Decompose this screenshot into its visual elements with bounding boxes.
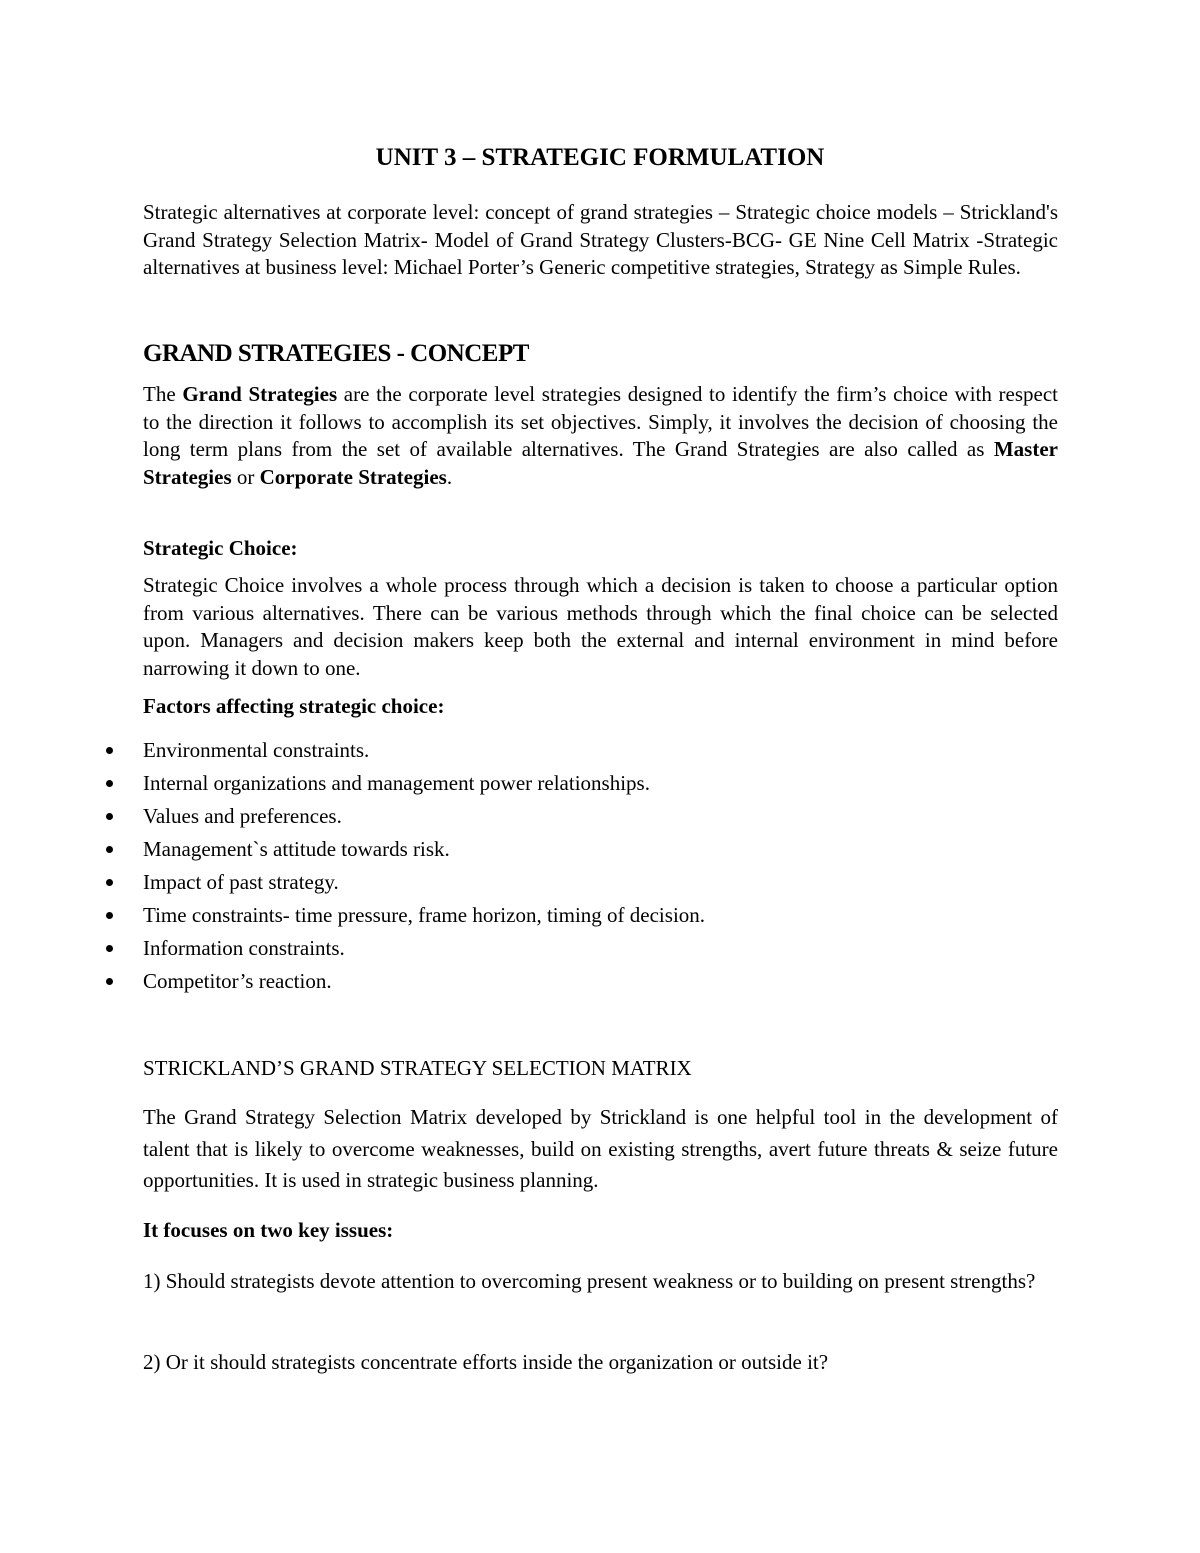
list-item-text: Values and preferences. <box>143 804 342 828</box>
list-item <box>104 869 1004 902</box>
bullet-icon <box>106 912 113 919</box>
bullet-icon <box>106 978 113 985</box>
bullet-icon <box>106 945 113 952</box>
list-item-text: Impact of past strategy. <box>143 870 339 894</box>
list-item <box>104 935 1004 968</box>
bullet-icon <box>106 780 113 787</box>
focus-heading: It focuses on two key issues: <box>143 1218 394 1242</box>
syllabus-paragraph: Strategic alternatives at corporate level: concept of grand strategies – Strategic choice models – Strickland's Grand Strategy Selection Matrix- Model of Grand Strategy Clusters-BCG- GE Nine Cell Matrix -Strategic alternatives at business level: Michael Porter’s Generic competitive strategies, Strategy as Simple Rules. <box>143 200 1058 279</box>
list-item <box>104 902 1004 935</box>
bullet-icon <box>106 846 113 853</box>
gs-text-mid: are the corporate level strategies designed to identify the firm’s choice with respect to the direction it follows to accomplish its set objectives. Simply, it involves the decision of choosing the long term plans from the set of available alternatives. The Grand Strategies are also called as <box>143 382 1059 461</box>
strategic-choice-paragraph: Strategic Choice involves a whole process through which a decision is taken to choose a particular option from various alternatives. There can be various methods through which the final choice can be selected upon. Managers and decision makers keep both the external and internal environment in mind before narrowing it down to one. <box>143 573 1058 680</box>
strickland-heading: STRICKLAND’S GRAND STRATEGY SELECTION MATRIX <box>143 1056 692 1080</box>
gs-text-or: or <box>236 464 255 489</box>
factors-heading: Factors affecting strategic choice: <box>143 694 445 718</box>
gs-text-intro: The <box>143 382 176 406</box>
gs-bold-corporate-strategies: Corporate Strategies <box>259 464 447 489</box>
list-item <box>104 803 1004 836</box>
list-item-text: Internal organizations and management power relationships. <box>143 771 650 795</box>
list-item <box>104 770 1004 803</box>
bullet-icon <box>106 813 113 820</box>
grand-strategies-heading: GRAND STRATEGIES - CONCEPT <box>143 340 529 367</box>
bullet-icon <box>106 879 113 886</box>
list-item-text: Time constraints- time pressure, frame horizon, timing of decision. <box>143 903 706 927</box>
list-item <box>104 836 1004 869</box>
bullet-icon <box>106 747 113 754</box>
gs-bold-grand-strategies: Grand Strategies <box>182 382 338 406</box>
list-item <box>104 737 1004 770</box>
list-item-text: Management`s attitude towards risk. <box>143 837 450 861</box>
list-item <box>104 968 1004 1001</box>
gs-text-end: . <box>446 464 453 489</box>
issue-2: 2) Or it should strategists concentrate efforts inside the organization or outside it? <box>143 1350 829 1374</box>
strategic-choice-heading: Strategic Choice: <box>143 536 298 560</box>
list-item-text: Competitor’s reaction. <box>143 969 332 993</box>
gs-bold-master-strategies: Master Strategies <box>143 437 1058 489</box>
grand-strategies-paragraph <box>143 381 1058 491</box>
strickland-paragraph: The Grand Strategy Selection Matrix developed by Strickland is one helpful tool in the development of talent that is likely to overcome weaknesses, build on existing strengths, avert future threats & seize future opportunities. It is used in strategic business planning. <box>143 1105 1058 1192</box>
list-item-text: Environmental constraints. <box>143 738 370 762</box>
factors-list <box>104 737 1004 1001</box>
issue-1: 1) Should strategists devote attention to overcoming present weakness or to building on present strengths? <box>143 1269 1036 1293</box>
list-item-text: Information constraints. <box>143 936 345 960</box>
page-title: UNIT 3 – STRATEGIC FORMULATION <box>375 144 825 171</box>
